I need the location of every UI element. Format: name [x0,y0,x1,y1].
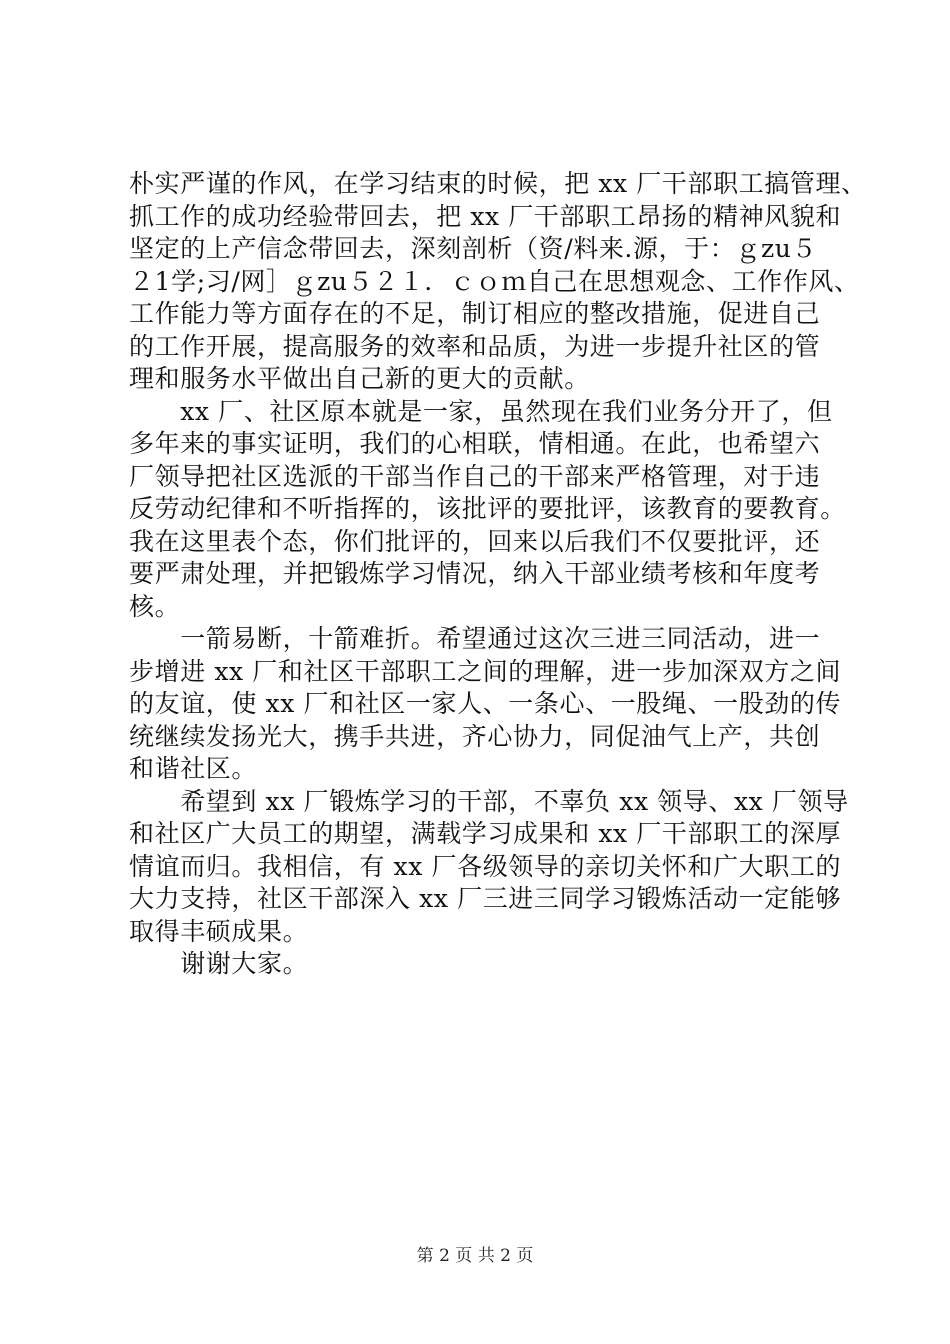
text-line: 理和服务水平做出自己新的更大的贡献。 [129,364,590,393]
text-line: 坚定的上产信念带回去，深刻剖析（资/料来.源，于：ｇzu５ [129,234,818,263]
text-line: 希望到 xx 厂锻炼学习的干部，不辜负 xx 领导、xx 厂领导 [129,786,849,816]
body-text [129,168,867,981]
text-line: 抓工作的成功经验带回去，把 xx 厂干部职工昂扬的精神风貌和 [129,201,842,231]
text-line: 的工作开展，提高服务的效率和品质，为进一步提升社区的管 [129,331,821,361]
text-line: 的友谊，使 xx 厂和社区一家人、一条心、一股绳、一股劲的传 [129,689,842,718]
text-line: 情谊而归。我相信，有 xx 厂各级领导的亲切关怀和广大职工的 [129,851,842,881]
text-line: 一箭易断，十箭难折。希望通过这次三进三同活动，进一 [129,624,821,653]
text-line: 谢谢大家。 [129,949,309,978]
text-line: 大力支持，社区干部深入 xx 厂三进三同学习锻炼活动一定能够 [129,884,842,913]
page-footer [0,1244,950,1268]
text-line: 和谐社区。 [129,754,258,783]
text-line: 工作能力等方面存在的不足，制订相应的整改措施，促进自己 [129,299,821,328]
text-line: 朴实严谨的作风，在学习结束的时候，把 xx 厂干部职工搞管理、 [129,169,867,198]
text-line: 核。 [129,591,181,621]
text-line: 厂领导把社区选派的干部当作自己的干部来严格管理，对于违 [129,461,821,491]
text-line: 和社区广大员工的期望，满载学习成果和 xx 厂干部职工的深厚 [129,819,842,848]
text-line: xx 厂、社区原本就是一家，虽然现在我们业务分开了，但 [129,396,833,426]
text-line: 步增进 xx 厂和社区干部职工之间的理解，进一步加深双方之间 [129,656,842,686]
text-line: 统继续发扬光大，携手共进，齐心协力，同促油气上产，共创 [129,721,821,751]
page-number: 第 2 页 共 2 页 [416,1246,534,1266]
text-line: 要严肃处理，并把锻炼学习情况，纳入干部业绩考核和年度考 [129,559,821,588]
text-line: ２1学;习/网］ｇzu５２１．ｃｏｍ自己在思想观念、工作作风、 [129,266,860,296]
text-line: 多年来的事实证明，我们的心相联，情相通。在此，也希望六 [129,429,821,458]
text-line: 反劳动纪律和不听指挥的，该批评的要批评，该教育的要教育。 [129,494,846,523]
text-line: 取得丰硕成果。 [129,916,309,946]
text-line: 我在这里表个态，你们批评的，回来以后我们不仅要批评，还 [129,526,821,556]
